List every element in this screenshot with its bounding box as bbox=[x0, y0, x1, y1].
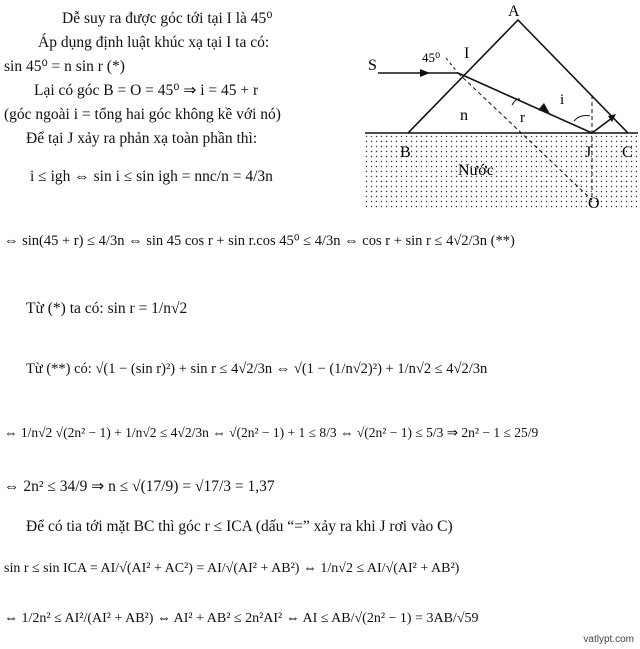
line-8-text: ⇔ sin(45 + r) ≤ 4/3n ⇔ sin 45 cos r + sin r.cos 45⁰ ≤ 4/3n ⇔ cos r + sin r ≤ 4√2/3n (**) bbox=[4, 233, 515, 249]
line-4-text: Lại có góc B = O = 45⁰ ⇒ i = 45 + r bbox=[34, 82, 259, 99]
line-1-text: Dễ suy ra được góc tới tại I là 45⁰ bbox=[62, 10, 273, 27]
line-5-text: (góc ngoài i = tổng hai góc không kề với nó) bbox=[4, 106, 281, 123]
refracted-ray bbox=[458, 73, 592, 133]
text-line-3 bbox=[4, 58, 125, 76]
line-11-text: ⇔ 1/n√2 √(2n² − 1) + 1/n√2 ≤ 4√2/3n ⇔ √(2n² − 1) + 1 ≤ 8/3 ⇔ √(2n² − 1) ≤ 5/3 ⇒ 2n² − 1 ≤ 25/9 bbox=[4, 425, 539, 440]
line-14-text: sin r ≤ sin ICA = AI/√(AI² + AC²) = AI/√(AI² + AB²) ⇔ 1/n√2 ≤ AI/√(AI² + AB²) bbox=[4, 561, 460, 576]
label-r: r bbox=[520, 110, 525, 126]
text-line-9 bbox=[26, 300, 187, 318]
angle-i-arc bbox=[574, 116, 590, 121]
text-line-7 bbox=[30, 168, 273, 186]
label-O: O bbox=[588, 195, 600, 212]
text-line-1 bbox=[62, 10, 273, 28]
text-line-15 bbox=[4, 610, 479, 628]
line-6-text: Để tại J xảy ra phản xạ toàn phần thì: bbox=[26, 130, 258, 147]
label-J: J bbox=[585, 144, 592, 161]
text-line-6 bbox=[26, 130, 257, 148]
line-10-text: Từ (**) có: √(1 − (sin r)²) + sin r ≤ 4√2/3n ⇔ √(1 − (1/n√2)²) + 1/n√2 ≤ 4√2/3n bbox=[26, 361, 488, 377]
text-line-14 bbox=[4, 560, 459, 578]
line-2-text: Áp dụng định luật khúc xạ tại I ta có: bbox=[38, 34, 270, 51]
label-S: S bbox=[368, 57, 377, 74]
text-line-5 bbox=[4, 106, 281, 124]
label-C: C bbox=[622, 144, 633, 161]
line-15-text: ⇔ 1/2n² ≤ AI²/(AI² + AB²) ⇔ AI² + AB² ≤ 2n²AI² ⇔ AI ≤ AB/√(2n² − 1) = 3AB/√59 bbox=[4, 611, 479, 626]
label-A: A bbox=[508, 3, 520, 20]
label-I: I bbox=[464, 45, 470, 62]
line-12-text: ⇔ 2n² ≤ 34/9 ⇒ n ≤ √(17/9) = √17/3 = 1,37 bbox=[4, 478, 275, 495]
text-line-11 bbox=[4, 424, 538, 442]
prism-diagram bbox=[360, 0, 640, 215]
text-line-12 bbox=[4, 478, 275, 496]
text-line-10 bbox=[26, 360, 487, 378]
reflected-ray bbox=[592, 118, 612, 133]
label-n: n bbox=[460, 107, 468, 124]
label-water: Nước bbox=[458, 162, 494, 179]
text-line-8 bbox=[4, 232, 515, 250]
line-9-text: Từ (*) ta có: sin r = 1/n√2 bbox=[26, 300, 188, 317]
text-line-2 bbox=[38, 34, 269, 52]
label-45deg: 45⁰ bbox=[422, 50, 441, 65]
line-3-text: sin 45⁰ = n sin r (*) bbox=[4, 58, 125, 75]
prism-outline bbox=[408, 20, 628, 133]
text-line-4 bbox=[34, 82, 258, 100]
label-B: B bbox=[400, 144, 411, 161]
line-7-text: i ≤ igh ⇔ sin i ≤ sin igh = nnc/n = 4/3n bbox=[30, 168, 273, 185]
incident-arrow bbox=[420, 69, 430, 77]
text-line-13 bbox=[26, 518, 453, 536]
angle-guide bbox=[446, 58, 458, 73]
watermark: vatlypt.com bbox=[583, 634, 634, 645]
line-13-text: Để có tia tới mặt BC thì góc r ≤ ICA (dấu “=” xảy ra khi J rơi vào C) bbox=[26, 518, 453, 535]
label-i: i bbox=[560, 92, 565, 108]
